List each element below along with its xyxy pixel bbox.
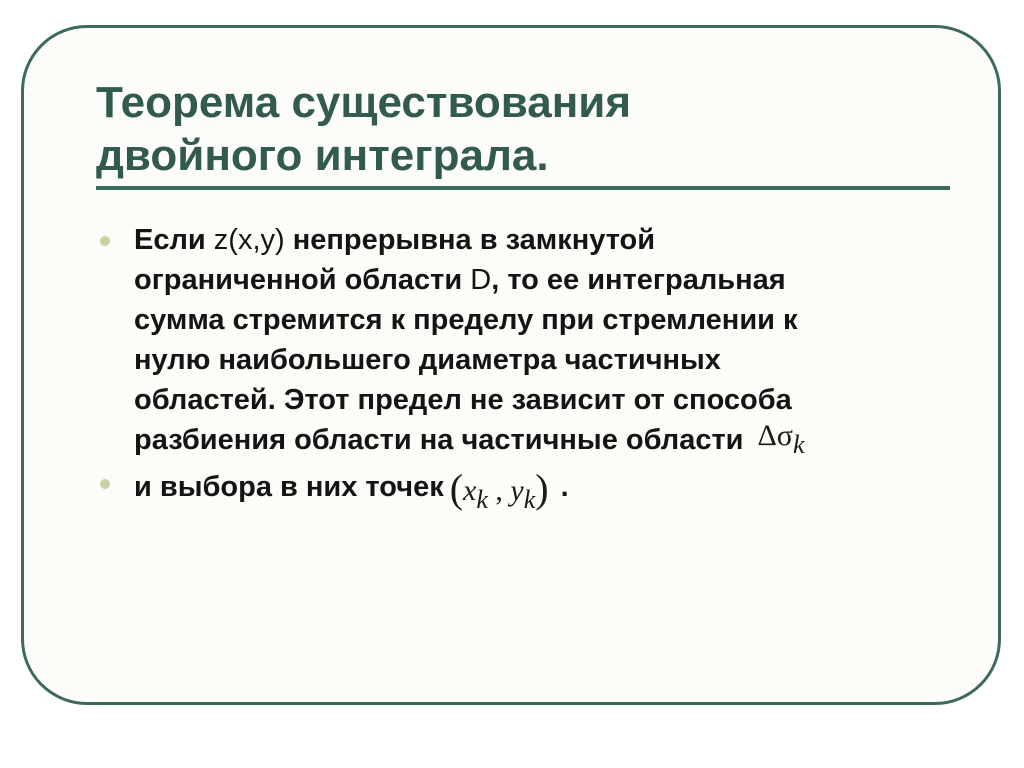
text-line-1 xyxy=(134,220,805,260)
slide-title-line-1: Теорема существования xyxy=(96,78,632,127)
text-line-6 xyxy=(134,420,805,460)
text-fragment: непрерывна в замкнутой xyxy=(284,224,656,256)
text-line-5: областей. Этот предел не зависит от способа xyxy=(134,384,792,416)
text-fragment: и выбора в них точек xyxy=(134,471,444,503)
end-period: . xyxy=(560,471,569,503)
text-fragment: ограниченной области xyxy=(134,264,471,296)
formula-symbol: x xyxy=(463,474,477,507)
slide-title-line-2: двойного интеграла. xyxy=(96,131,549,180)
title-underline xyxy=(96,186,950,190)
formula-comma: , xyxy=(487,474,511,507)
bullet-dot-icon xyxy=(100,479,110,489)
text-line-7 xyxy=(134,463,805,514)
formula-subscript: k xyxy=(523,485,536,514)
formula-subscript: k xyxy=(792,430,805,459)
text-line-4: нулю наибольшего диаметра частичных xyxy=(134,344,721,376)
bullet-list xyxy=(96,220,805,514)
text-line-3: сумма стремится к пределу при стремлении к xyxy=(134,304,798,336)
text-line-2 xyxy=(134,260,805,300)
formula-paren: ( xyxy=(449,466,464,511)
domain-symbol: D xyxy=(470,264,492,296)
function-notation: z(x,y) xyxy=(213,224,285,256)
formula-symbol: Δσ xyxy=(757,419,793,452)
text-fragment: Если xyxy=(134,224,214,256)
formula-subscript: k xyxy=(476,485,488,514)
delta-sigma-formula xyxy=(757,419,805,459)
text-fragment: , то ее интегральная xyxy=(491,264,786,296)
bullet-dot-icon xyxy=(100,236,110,246)
bullet-item-theorem xyxy=(96,220,805,460)
formula-paren: ) xyxy=(535,466,549,511)
formula-symbol: y xyxy=(510,474,524,507)
bullet-item-points xyxy=(96,463,805,514)
text-fragment: разбиения области на частичные области xyxy=(134,424,744,456)
slide-title xyxy=(96,76,631,182)
point-formula xyxy=(449,466,549,514)
